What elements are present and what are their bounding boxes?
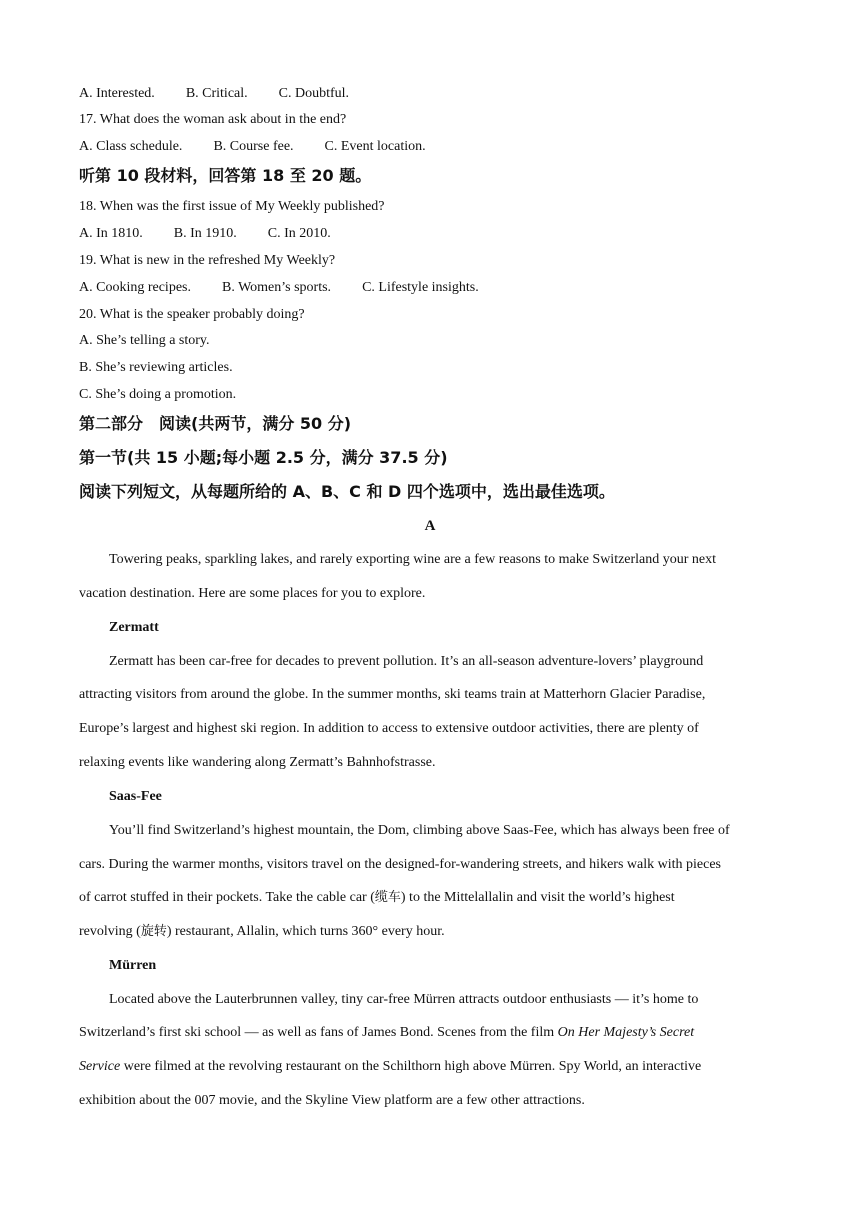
q16-option-a: A. Interested. <box>79 86 155 101</box>
q17-option-a: A. Class schedule. <box>79 139 183 154</box>
q20-option-a: A. She’s telling a story. <box>79 333 210 348</box>
q17-options <box>79 138 426 156</box>
q16-options <box>79 85 349 103</box>
murren-film-title-part2: Service <box>79 1059 121 1074</box>
saasfee-line-4-b: ) restaurant, Allalin, which turns 360° every hour. <box>166 924 445 939</box>
reading-instruction: 阅读下列短文，从每题所给的 A、B、C 和 D 四个选项中，选出最佳选项。 <box>79 482 615 501</box>
q17-option-b: B. Course fee. <box>213 139 294 154</box>
saasfee-cable-car-cjk: 缆车 <box>374 890 401 905</box>
q20-option-b: B. She’s reviewing articles. <box>79 360 233 375</box>
section1-title: 第一节(共 15 小题;每小题 2.5 分，满分 37.5 分) <box>79 448 448 467</box>
q19-option-c: C. Lifestyle insights. <box>362 280 479 295</box>
q18-option-b: B. In 1910. <box>173 226 237 241</box>
q18-question: 18. When was the first issue of My Weekly published? <box>79 199 385 214</box>
zermatt-line-4: relaxing events like wandering along Zermatt’s Bahnhofstrasse. <box>79 755 436 770</box>
murren-line-3 <box>79 1058 701 1076</box>
saasfee-line-2: cars. During the warmer months, visitors travel on the designed-for-wandering streets, and hikers walk with pieces <box>79 857 721 872</box>
zermatt-line-3: Europe’s largest and highest ski region. In addition to access to extensive outdoor activities, there are plenty of <box>79 721 699 736</box>
q16-option-c: C. Doubtful. <box>278 86 350 101</box>
intro-line-2: vacation destination. Here are some places for you to explore. <box>79 586 426 601</box>
murren-line-2-a: Switzerland’s first ski school — as well as fans of James Bond. Scenes from the film <box>79 1025 558 1040</box>
saasfee-line-3-b: ) to the Mittelallalin and visit the world’s highest <box>400 890 675 905</box>
q18-options <box>79 225 331 243</box>
zermatt-line-1: Zermatt has been car-free for decades to prevent pollution. It’s an all-season adventure-lovers’ playground <box>109 654 704 669</box>
murren-line-1: Located above the Lauterbrunnen valley, tiny car-free Mürren attracts outdoor enthusiasts — it’s home to <box>109 992 699 1007</box>
q17-option-c: C. Event location. <box>324 139 426 154</box>
murren-line-3-b: were filmed at the revolving restaurant on the Schilthorn high above Mürren. Spy World, an interactive <box>120 1059 702 1074</box>
q18-option-c: C. In 2010. <box>267 226 331 241</box>
intro-line-1: Towering peaks, sparkling lakes, and rarely exporting wine are a few reasons to make Switzerland your next <box>109 552 717 567</box>
murren-film-title-part1: On Her Majesty’s Secret <box>557 1025 695 1040</box>
q19-option-a: A. Cooking recipes. <box>79 280 191 295</box>
q19-option-b: B. Women’s sports. <box>221 280 332 295</box>
passage-label: A <box>424 518 436 534</box>
q20-option-c: C. She’s doing a promotion. <box>79 387 237 402</box>
q19-options <box>79 279 479 297</box>
zermatt-title: Zermatt <box>109 620 159 635</box>
section10-instruction: 听第 10 段材料，回答第 18 至 20 题。 <box>79 166 372 185</box>
q18-option-a: A. In 1810. <box>79 226 143 241</box>
zermatt-line-2: attracting visitors from around the globe. In the summer months, ski teams train at Matterhorn Glacier Paradise, <box>79 687 706 702</box>
q19-question: 19. What is new in the refreshed My Weekly? <box>79 253 336 268</box>
q17-question: 17. What does the woman ask about in the end? <box>79 112 347 127</box>
saasfee-line-1: You’ll find Switzerland’s highest mountain, the Dom, climbing above Saas-Fee, which has always been free of <box>109 823 730 838</box>
murren-line-2 <box>79 1024 694 1042</box>
murren-title: Mürren <box>109 958 157 973</box>
saasfee-title: Saas-Fee <box>109 789 162 804</box>
q16-option-b: B. Critical. <box>185 86 248 101</box>
part2-title: 第二部分 阅读(共两节，满分 50 分) <box>79 414 352 433</box>
murren-line-4: exhibition about the 007 movie, and the Skyline View platform are a few other attractions. <box>79 1093 585 1108</box>
saasfee-line-3 <box>79 889 675 907</box>
saasfee-line-3-a: of carrot stuffed in their pockets. Take the cable car ( <box>79 890 375 905</box>
saasfee-line-4 <box>79 923 445 941</box>
q20-question: 20. What is the speaker probably doing? <box>79 307 305 322</box>
saasfee-revolving-cjk: 旋转 <box>140 924 167 939</box>
saasfee-line-4-a: revolving ( <box>79 924 141 939</box>
